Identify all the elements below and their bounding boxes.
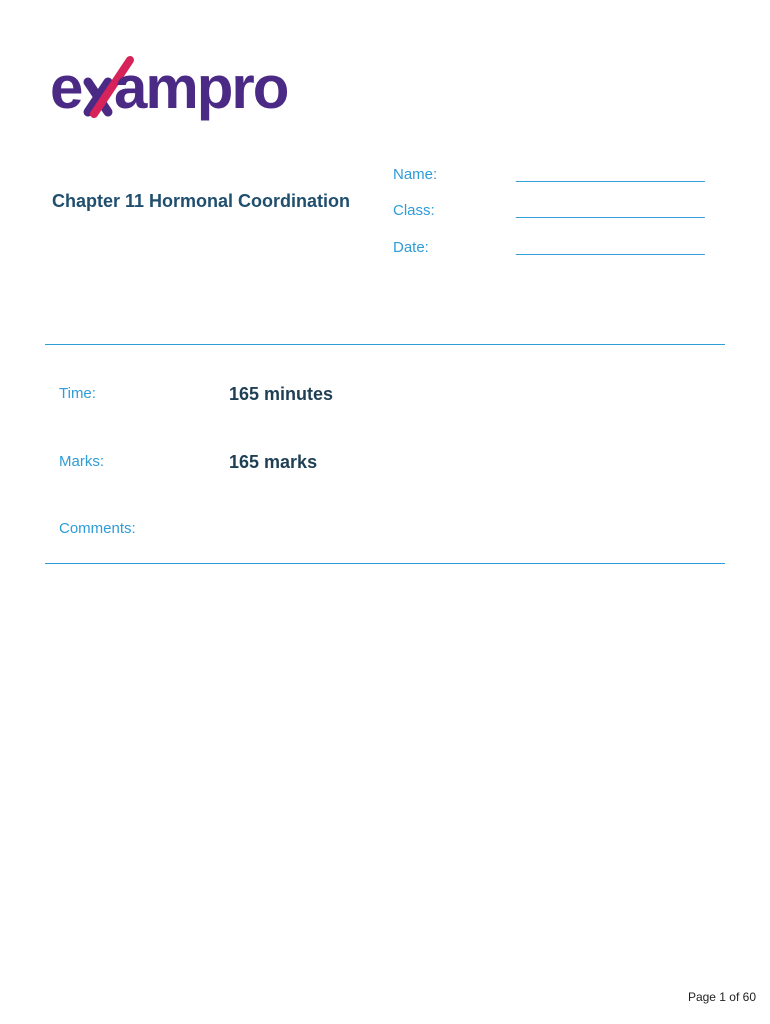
svg-text:e: e xyxy=(50,54,82,121)
marks-value: 165 marks xyxy=(229,452,318,472)
page-title: Chapter 11 Hormonal Coordination xyxy=(52,191,351,211)
comments-label: Comments: xyxy=(59,520,136,537)
divider-bottom xyxy=(45,563,725,564)
svg-text:ampro: ampro xyxy=(114,54,288,121)
class-label: Class: xyxy=(393,202,435,219)
name-label: Name: xyxy=(393,166,438,183)
exampro-logo xyxy=(50,52,320,132)
time-value: 165 minutes xyxy=(229,384,334,404)
name-field[interactable]: ________________________ xyxy=(516,166,705,183)
date-label: Date: xyxy=(393,239,429,256)
time-label: Time: xyxy=(59,385,96,402)
marks-label: Marks: xyxy=(59,453,104,470)
class-field[interactable]: ________________________ xyxy=(516,202,705,219)
date-field[interactable]: ________________________ xyxy=(516,239,705,256)
divider-top xyxy=(45,344,725,345)
page-number: Page 1 of 60 xyxy=(687,990,756,1004)
exampro-logo-graphic xyxy=(50,52,320,132)
